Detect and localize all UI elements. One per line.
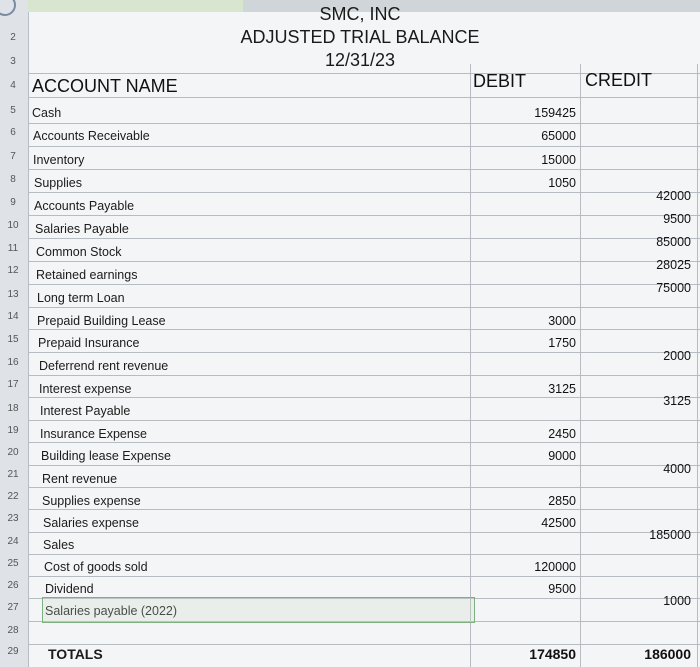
row-gridline	[28, 644, 700, 645]
row-number[interactable]: 17	[7, 379, 19, 390]
credit-cell[interactable]: 1000	[663, 594, 691, 608]
row-number[interactable]: 11	[7, 243, 19, 254]
debit-cell[interactable]: 42500	[541, 516, 576, 530]
row-number[interactable]: 5	[10, 105, 16, 116]
account-name-cell[interactable]: Salaries Payable	[35, 222, 129, 236]
row-number[interactable]: 10	[7, 220, 19, 231]
row-number[interactable]: 26	[7, 580, 19, 591]
debit-cell[interactable]: 65000	[541, 129, 576, 143]
account-name-cell[interactable]: Inventory	[33, 153, 85, 167]
row-number[interactable]: 28	[7, 625, 19, 636]
credit-cell[interactable]: 85000	[656, 235, 691, 249]
credit-cell[interactable]: 3125	[663, 394, 691, 408]
row-number[interactable]: 7	[10, 151, 16, 162]
account-name-cell[interactable]: Building lease Expense	[41, 449, 171, 463]
account-name-cell[interactable]: Accounts Payable	[34, 199, 135, 213]
row-gridline	[28, 442, 700, 443]
credit-left-border	[580, 64, 581, 667]
account-name-cell[interactable]: Interest expense	[39, 382, 132, 396]
credit-cell[interactable]: 28025	[656, 258, 691, 272]
account-name-cell[interactable]: Prepaid Insurance	[38, 336, 140, 350]
row-number[interactable]: 3	[10, 56, 16, 67]
row-number[interactable]: 27	[7, 602, 19, 613]
credit-right-border	[697, 64, 698, 667]
row-gridline	[28, 576, 700, 577]
account-name-cell[interactable]: Salaries payable (2022)	[45, 604, 178, 618]
account-name-cell[interactable]: Accounts Receivable	[33, 129, 150, 143]
report-title: ADJUSTED TRIAL BALANCE	[240, 27, 480, 47]
row-number[interactable]: 22	[7, 491, 19, 502]
debit-cell[interactable]: 15000	[541, 153, 576, 167]
debit-cell[interactable]: 2450	[548, 427, 576, 441]
row-gridline	[28, 375, 700, 376]
account-name-cell[interactable]: Long term Loan	[37, 291, 125, 305]
account-name-cell[interactable]: Common Stock	[36, 245, 122, 259]
row-number[interactable]: 20	[7, 447, 19, 458]
debit-cell[interactable]: 1750	[548, 336, 576, 350]
debit-cell[interactable]: 120000	[534, 560, 576, 574]
row-gridline	[28, 307, 700, 308]
account-name-cell[interactable]: Supplies	[34, 176, 82, 190]
selected-cell[interactable]	[42, 597, 475, 623]
row-gridline	[28, 329, 700, 330]
debit-left-border	[470, 64, 471, 667]
row-gridline	[28, 146, 700, 147]
credit-cell[interactable]: 185000	[649, 528, 691, 542]
row-number[interactable]: 12	[7, 265, 19, 276]
debit-cell[interactable]: 3125	[548, 382, 576, 396]
credit-cell[interactable]: 4000	[663, 462, 691, 476]
row-number[interactable]: 4	[10, 80, 16, 91]
row-gridline	[28, 420, 700, 421]
account-name-cell[interactable]: Prepaid Building Lease	[37, 314, 166, 328]
account-name-cell[interactable]: Insurance Expense	[40, 427, 148, 441]
row-number[interactable]: 29	[7, 646, 19, 657]
row-number[interactable]: 15	[7, 334, 19, 345]
account-name-cell[interactable]: Deferrend rent revenue	[39, 359, 169, 373]
credit-header[interactable]: CREDIT	[585, 70, 652, 90]
account-name-cell[interactable]: Salaries expense	[43, 516, 139, 530]
debit-header[interactable]: DEBIT	[473, 71, 527, 91]
account-name-header[interactable]: ACCOUNT NAME	[32, 76, 178, 96]
totals-label[interactable]: TOTALS	[48, 646, 103, 662]
row-number[interactable]: 16	[7, 357, 19, 368]
account-name-cell[interactable]: Rent revenue	[42, 472, 118, 486]
row-number[interactable]: 13	[7, 289, 19, 300]
credit-cell[interactable]: 9500	[663, 212, 691, 226]
account-name-cell[interactable]: Cash	[32, 106, 62, 120]
row-number[interactable]: 2	[10, 32, 16, 43]
row-number[interactable]: 25	[7, 558, 19, 569]
row-number[interactable]: 8	[10, 174, 16, 185]
account-name-cell[interactable]: Sales	[43, 538, 75, 552]
debit-cell[interactable]: 2850	[548, 494, 576, 508]
totals-debit[interactable]: 174850	[529, 646, 576, 662]
report-date: 12/31/23	[324, 50, 396, 70]
debit-cell[interactable]: 9000	[548, 449, 576, 463]
row-number[interactable]: 24	[7, 536, 19, 547]
company-title: SMC, INC	[319, 4, 401, 24]
credit-cell[interactable]: 2000	[663, 349, 691, 363]
row-gridline	[28, 123, 700, 124]
debit-cell[interactable]: 1050	[548, 176, 576, 190]
row-number[interactable]: 9	[10, 197, 16, 208]
row-gridline	[28, 554, 700, 555]
debit-cell[interactable]: 9500	[548, 582, 576, 596]
account-name-cell[interactable]: Retained earnings	[36, 268, 138, 282]
account-name-cell[interactable]: Cost of goods sold	[44, 560, 148, 574]
row-number[interactable]: 19	[7, 425, 19, 436]
row-gridline	[28, 509, 700, 510]
debit-cell[interactable]: 159425	[534, 106, 576, 120]
row-number[interactable]: 21	[7, 469, 19, 480]
account-name-cell[interactable]: Supplies expense	[42, 494, 141, 508]
row-number[interactable]: 23	[7, 513, 19, 524]
row-gridline	[28, 487, 700, 488]
row-gridline	[28, 169, 700, 170]
account-left-border	[28, 73, 29, 667]
debit-cell[interactable]: 3000	[548, 314, 576, 328]
account-name-cell[interactable]: Dividend	[45, 582, 94, 596]
header-bottom-line	[28, 97, 700, 98]
credit-cell[interactable]: 75000	[656, 281, 691, 295]
row-number[interactable]: 14	[7, 311, 19, 322]
credit-cell[interactable]: 42000	[656, 189, 691, 203]
row-number[interactable]: 6	[10, 127, 16, 138]
account-name-cell[interactable]: Interest Payable	[40, 404, 131, 418]
totals-credit[interactable]: 186000	[644, 646, 691, 662]
row-number[interactable]: 18	[7, 403, 19, 414]
